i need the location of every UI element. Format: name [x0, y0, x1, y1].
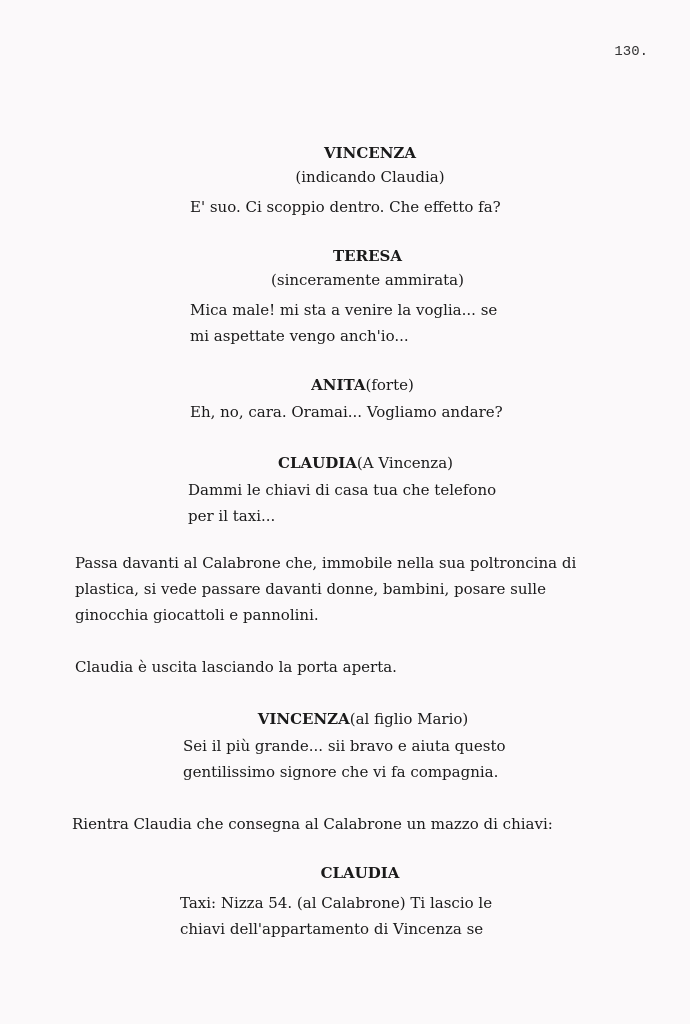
dialogue-block: [190, 247, 545, 349]
dialogue-line: Eh, no, cara. Oramai... Vogliamo andare?: [190, 403, 503, 421]
dialogue-block: [180, 864, 540, 942]
dialogue-line: Taxi: Nizza 54. (al Calabrone) Ti lascio le: [180, 894, 493, 912]
page-number: 130.: [614, 44, 648, 60]
direction-line: plastica, si vede passare davanti donne, bambini, posare sulle: [75, 580, 546, 598]
dialogue-line: gentilissimo signore che vi fa compagnia.: [183, 763, 499, 781]
direction-line: Claudia è uscita lasciando la porta aperta.: [75, 658, 397, 676]
dialogue-line: Dammi le chiavi di casa tua che telefono: [188, 481, 497, 499]
stage-direction-paragraph: [75, 550, 647, 628]
dialogue-line: E' suo. Ci scoppio dentro. Che effetto fa?: [190, 198, 501, 216]
direction-line: Rientra Claudia che consegna al Calabrone un mazzo di chiavi:: [72, 815, 553, 833]
character-name: ANITA: [311, 376, 366, 394]
stage-direction: (indicando Claudia): [295, 168, 445, 186]
stage-direction: (forte): [365, 376, 414, 394]
character-heading: [190, 375, 535, 399]
dialogue-line: mi aspettate vengo anch'io...: [190, 327, 409, 345]
stage-direction: (al figlio Mario): [349, 710, 469, 728]
dialogue-block: [188, 453, 543, 529]
stage-direction: (A Vincenza): [356, 454, 453, 472]
dialogue-line: Mica male! mi sta a venire la voglia... se: [190, 301, 498, 319]
character-name: TERESA: [333, 247, 402, 265]
character-heading: [188, 453, 543, 477]
dialogue-line: chiavi dell'appartamento di Vincenza se: [180, 920, 484, 938]
character-heading: [183, 709, 543, 733]
dialogue-line: per il taxi...: [188, 507, 276, 525]
stage-direction-paragraph: [72, 811, 652, 837]
dialogue-line: Sei il più grande... sii bravo e aiuta questo: [183, 737, 506, 755]
stage-direction-paragraph: [75, 654, 647, 680]
direction-line: ginocchia giocattoli e pannolini.: [75, 606, 319, 624]
character-name: CLAUDIA: [320, 864, 400, 882]
direction-line: Passa davanti al Calabrone che, immobile nella sua poltroncina di: [75, 554, 577, 572]
character-name: VINCENZA: [323, 144, 417, 162]
dialogue-block: [190, 375, 535, 425]
character-name: CLAUDIA: [278, 454, 357, 472]
dialogue-block: [190, 144, 550, 220]
character-name: VINCENZA: [257, 710, 350, 728]
dialogue-block: [183, 709, 543, 785]
stage-direction: (sinceramente ammirata): [271, 271, 464, 289]
